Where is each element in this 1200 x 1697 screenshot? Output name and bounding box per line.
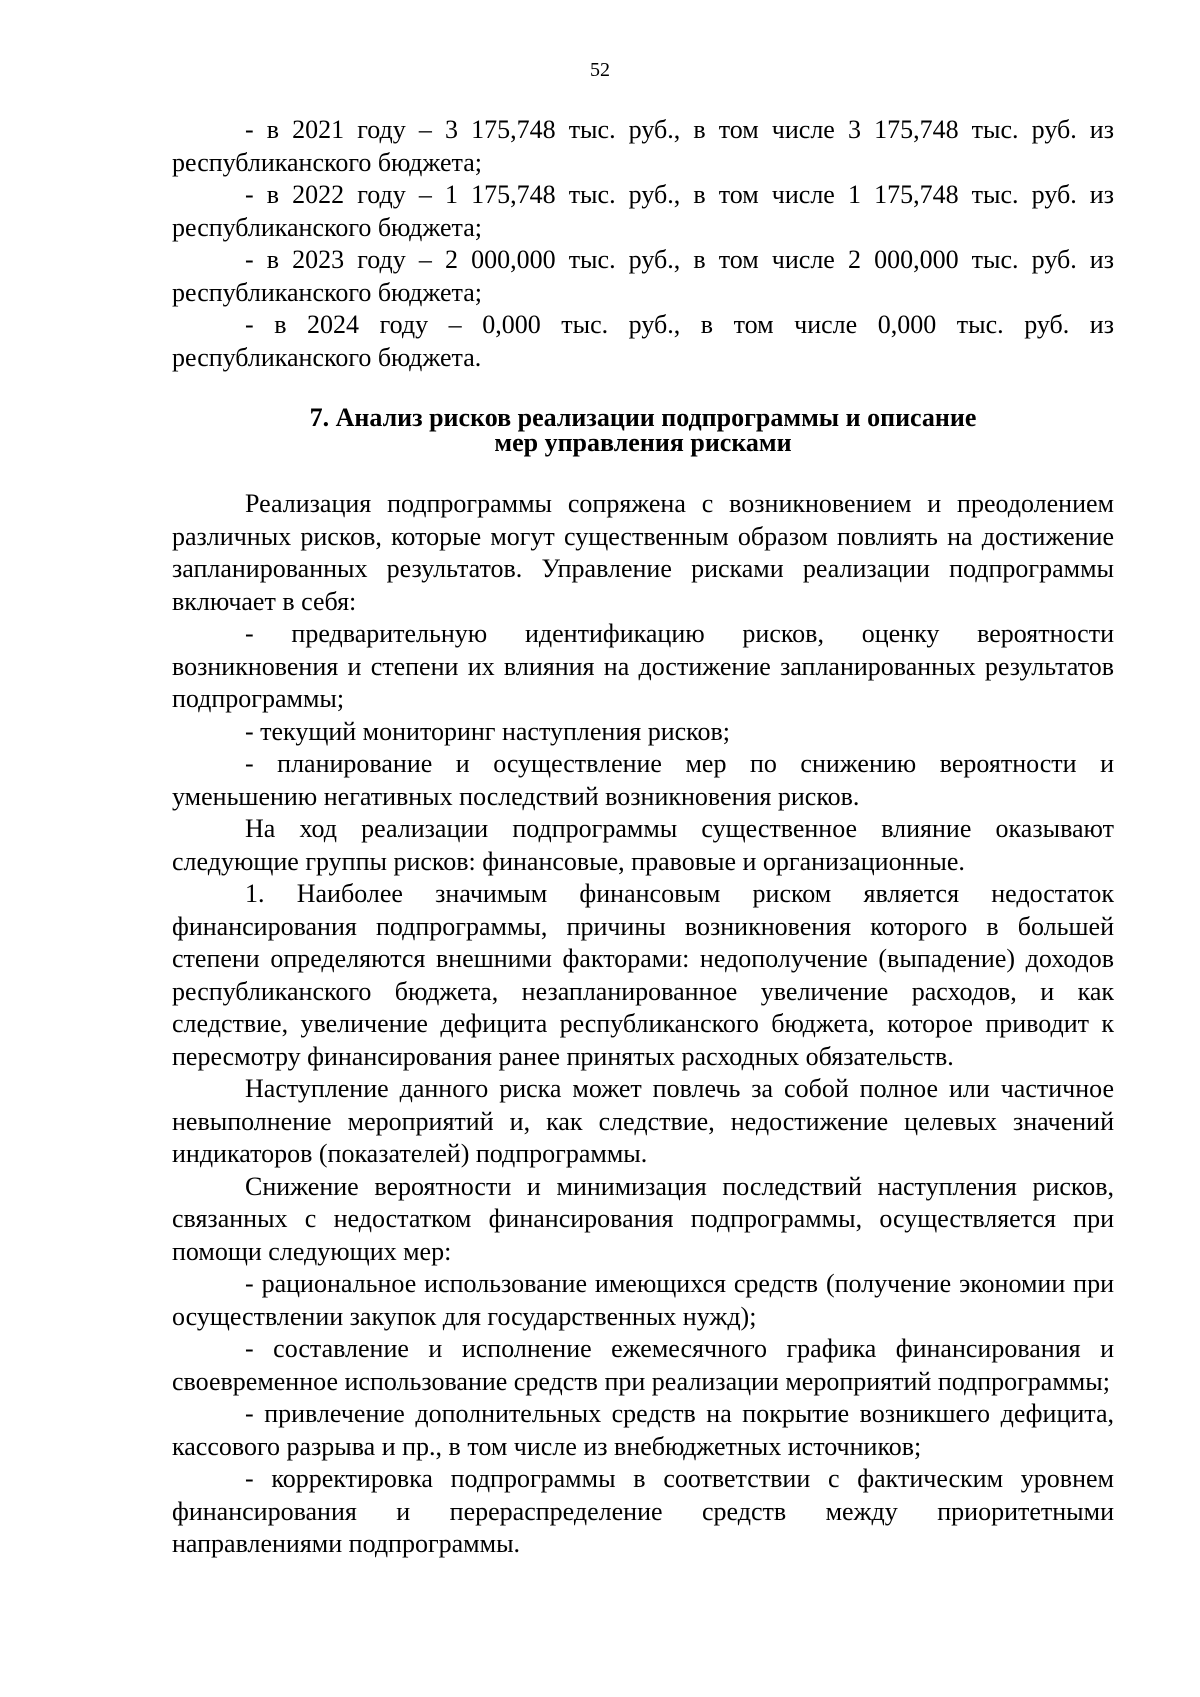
funding-item-2022: - в 2022 году – 1 175,748 тыс. руб., в том числе 1 175,748 тыс. руб. из республиканского бюджета; [172, 180, 1114, 242]
paragraph-risk-groups: На ход реализации подпрограммы существенное влияние оказывают следующие группы рисков: финансовые, правовые и организационные. [172, 814, 1114, 876]
funding-item-2023: - в 2023 году – 2 000,000 тыс. руб., в том числе 2 000,000 тыс. руб. из республиканского бюджета; [172, 245, 1114, 307]
list-item-schedule: - составление и исполнение ежемесячного графика финансирования и своевременное использование средств при реализации мероприятий подпрограммы; [172, 1334, 1114, 1396]
list-item-adjustment: - корректировка подпрограммы в соответствии с фактическим уровнем финансирования и перераспределение средств между приоритетными направлениями подпрограммы. [172, 1464, 1114, 1558]
paragraph-mitigation-intro: Снижение вероятности и минимизация последствий наступления рисков, связанных с недостатком финансирования подпрограммы, осуществляется при помощи следующих мер: [172, 1171, 1114, 1266]
page-number: 52 [590, 59, 610, 81]
section-body [172, 488, 1114, 1561]
section-heading-line-1: 7. Анализ рисков реализации подпрограммы и описание [309, 403, 977, 432]
section-heading [172, 405, 1114, 455]
funding-item-2024: - в 2024 году – 0,000 тыс. руб., в том числе 0,000 тыс. руб. из республиканского бюджета. [172, 310, 1114, 372]
paragraph-intro: Реализация подпрограммы сопряжена с возникновением и преодолением различных рисков, которые могут существенным образом повлиять на достижение запланированных результатов. Управление рисками реализации подпрограммы включает в себя: [172, 489, 1114, 616]
list-item-monitoring: - текущий мониторинг наступления рисков; [245, 716, 730, 746]
list-item-identification: - предварительную идентификацию рисков, оценку вероятности возникновения и степени их влияния на достижение запланированных результатов подпрограммы; [172, 619, 1114, 713]
funding-item-2021: - в 2021 году – 3 175,748 тыс. руб., в том числе 3 175,748 тыс. руб. из республиканского бюджета; [172, 115, 1114, 177]
list-item-rational-use: - рациональное использование имеющихся средств (получение экономии при осуществлении закупок для государственных нужд); [172, 1269, 1114, 1331]
list-item-planning: - планирование и осуществление мер по снижению вероятности и уменьшению негативных последствий возникновения рисков. [172, 749, 1114, 811]
section-heading-line-2: мер управления рисками [494, 428, 792, 457]
paragraph-financial-risk: 1. Наиболее значимым финансовым риском является недостаток финансирования подпрограммы, причины возникновения которого в большей степени определяются внешними факторами: недополучение (выпадение) доходов республиканского бюджета, незапланированное увеличение расходов, и как следствие, увеличение дефицита республиканского бюджета, которое приводит к пересмотру финансирования ранее принятых расходных обязательств. [172, 879, 1114, 1071]
funding-list [172, 114, 1114, 374]
paragraph-risk-consequences: Наступление данного риска может повлечь за собой полное или частичное невыполнение мероприятий и, как следствие, недостижение целевых значений индикаторов (показателей) подпрограммы. [172, 1074, 1114, 1168]
list-item-additional-funds: - привлечение дополнительных средств на покрытие возникшего дефицита, кассового разрыва и пр., в том числе из внебюджетных источников; [172, 1399, 1114, 1461]
